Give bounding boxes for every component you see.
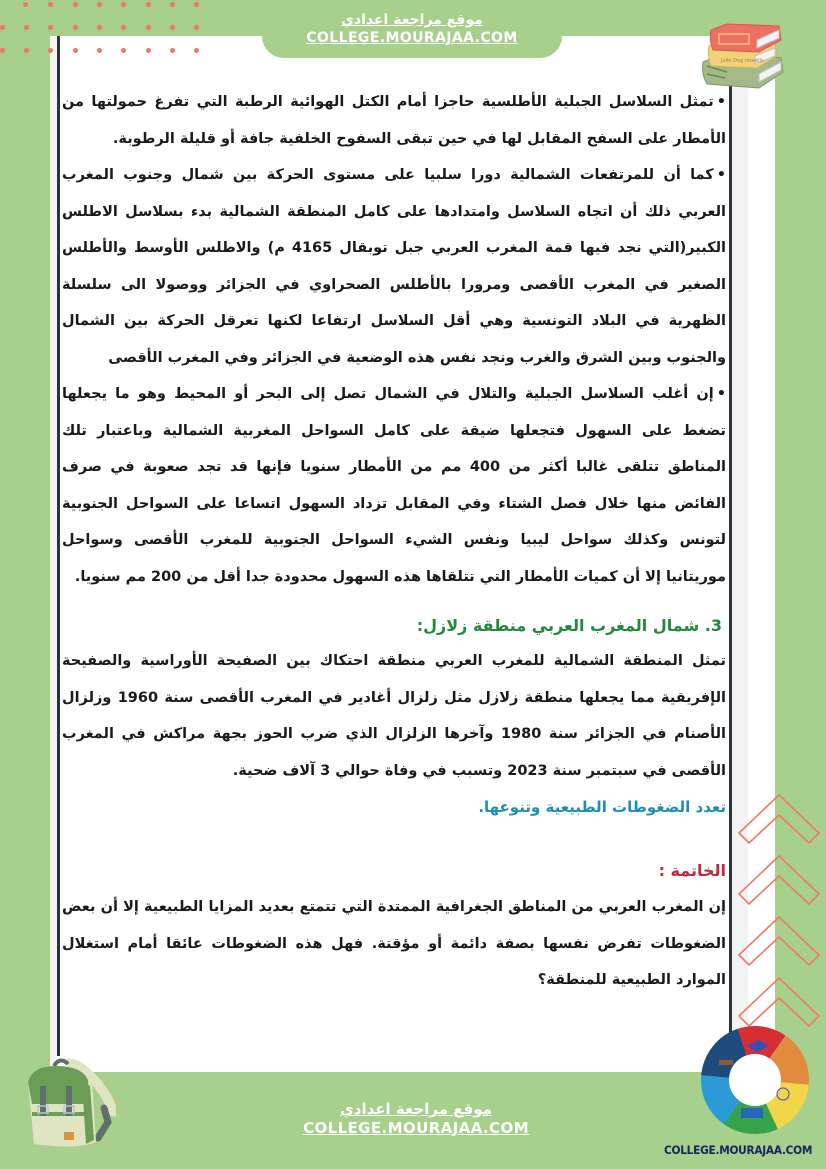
paragraph	[62, 376, 726, 595]
chevron-up-icon	[737, 854, 823, 910]
footer-banner	[268, 1078, 564, 1169]
svg-text:Julie Dog nowells: Julie Dog nowells	[721, 58, 764, 64]
bullet-icon: •	[716, 94, 726, 110]
site-name-arabic[interactable]: موقع مراجعة اعدادي	[340, 1100, 492, 1118]
left-gutter	[50, 36, 57, 1072]
paragraph-text: إن أغلب السلاسل الجبلية والتلال في الشمال تصل إلى البحر أو المحيط وهو ما يجعلها تضغط على السهول فتجعلها ضيقة على كامل السواحل المغربية الشمالية وباعتبار تلك المناطق تتلقى غالبا أكثر من 400 مم من الأمطار سنويا فإنها قد تجد صعوبة في صرف الفائض منها خلال فصل الشتاء وفي المقابل تزداد السهول اتساعا على السواحل الجنوبية لتونس وكذلك سواحل ليبيا ونفس الشيء السواحل الجنوبية للمغرب الأقصى وسواحل موريتانيا إلا أن كميات الأمطار التي تتلقاها هذه السهول محدودة جدا أقل من 200 مم سنويا.	[62, 386, 726, 585]
education-wheel-logo-icon	[697, 1024, 813, 1140]
paragraph-text: تمثل السلاسل الجبلية الأطلسية حاجزا أمام الكتل الهوائية الرطبة التي تفرغ حمولتها من الأمطار على السفح المقابل لها في حين تبقى السفوح الخلفية جافة أو قليلة الرطوبة.	[62, 94, 726, 147]
section-paragraph: تمثل المنطقة الشمالية للمغرب العربي منطقة احتكاك بين الصفيحة الأوراسية والصفيحة الإفريقية مما يجعلها منطقة زلازل مثل زلزال أغادير في المغرب الأقصى سنة 1960 وزلزال الأصنام في الجزائر سنة 1980 وآخرها الزلزال الذي ضرب الحوز بجهة مراكش في المغرب الأقصى في سبتمبر سنة 2023 وتسبب في وفاة حوالي 3 آلاف ضحية.	[62, 653, 726, 779]
conclusion-paragraph: إن المغرب العربي من المناطق الجغرافية الممتدة التي تتمتع بعديد المزايا الطبيعية إلا أن بعض الضغوطات تفرض نفسها بصفة دائمة أو مؤقتة. فهل هذه الضغوطات عائقا أمام استغلال الموارد الطبيعية للمنطقة؟	[62, 899, 726, 988]
bullet-icon: •	[716, 167, 726, 183]
conclusion-heading: الخاتمة :	[658, 861, 726, 880]
paragraph-text: كما أن للمرتفعات الشمالية دورا سلبيا على مستوى الحركة بين شمال وجنوب المغرب العربي ذلك أن اتجاه السلاسل وامتدادها على كامل المنطقة الشمالية بدء بسلاسل الاطلس الكبير(التي نجد فيها قمة المغرب العربي جبل توبقال 4165 م) والاطلس الأوسط والأطلس الصغير في المغرب الأقصى ومرورا بالأطلس الصحراوي في الجزائر ووصولا الى سلسلة الظهرية في البلاد التونسية وهي أقل السلاسل ارتفاعا لكنها تعرقل الحركة بين الشمال والجنوب وبين الشرق والغرب ونجد نفس هذه الوضعية في الجزائر وفي المغرب الأقصى	[62, 167, 726, 366]
paragraph	[62, 157, 726, 376]
stacked-books-icon	[697, 12, 789, 90]
section-heading-constraints: تعدد الضغوطات الطبيعية وتنوعها.	[478, 798, 726, 816]
backpack-icon	[16, 1052, 116, 1152]
header-banner	[262, 0, 562, 58]
left-border	[2, 36, 50, 1072]
left-rule	[57, 36, 60, 1056]
site-url[interactable]: COLLEGE.MOURAJAA.COM	[303, 1119, 529, 1137]
document-body	[62, 84, 726, 999]
site-url[interactable]: COLLEGE.MOURAJAA.COM	[306, 30, 518, 46]
chevron-up-icon	[737, 793, 823, 849]
right-rule	[729, 36, 732, 1036]
chevron-up-icon	[737, 915, 823, 971]
site-name-arabic[interactable]: موقع مراجعة اعدادي	[341, 12, 483, 28]
logo-wordmark[interactable]: COLLEGE.MOURAJAA.COM	[664, 1143, 813, 1157]
paragraph	[62, 84, 726, 157]
bullet-icon: •	[716, 386, 726, 402]
section-heading-earthquakes: 3. شمال المغرب العربي منطقة زلازل:	[416, 616, 722, 635]
